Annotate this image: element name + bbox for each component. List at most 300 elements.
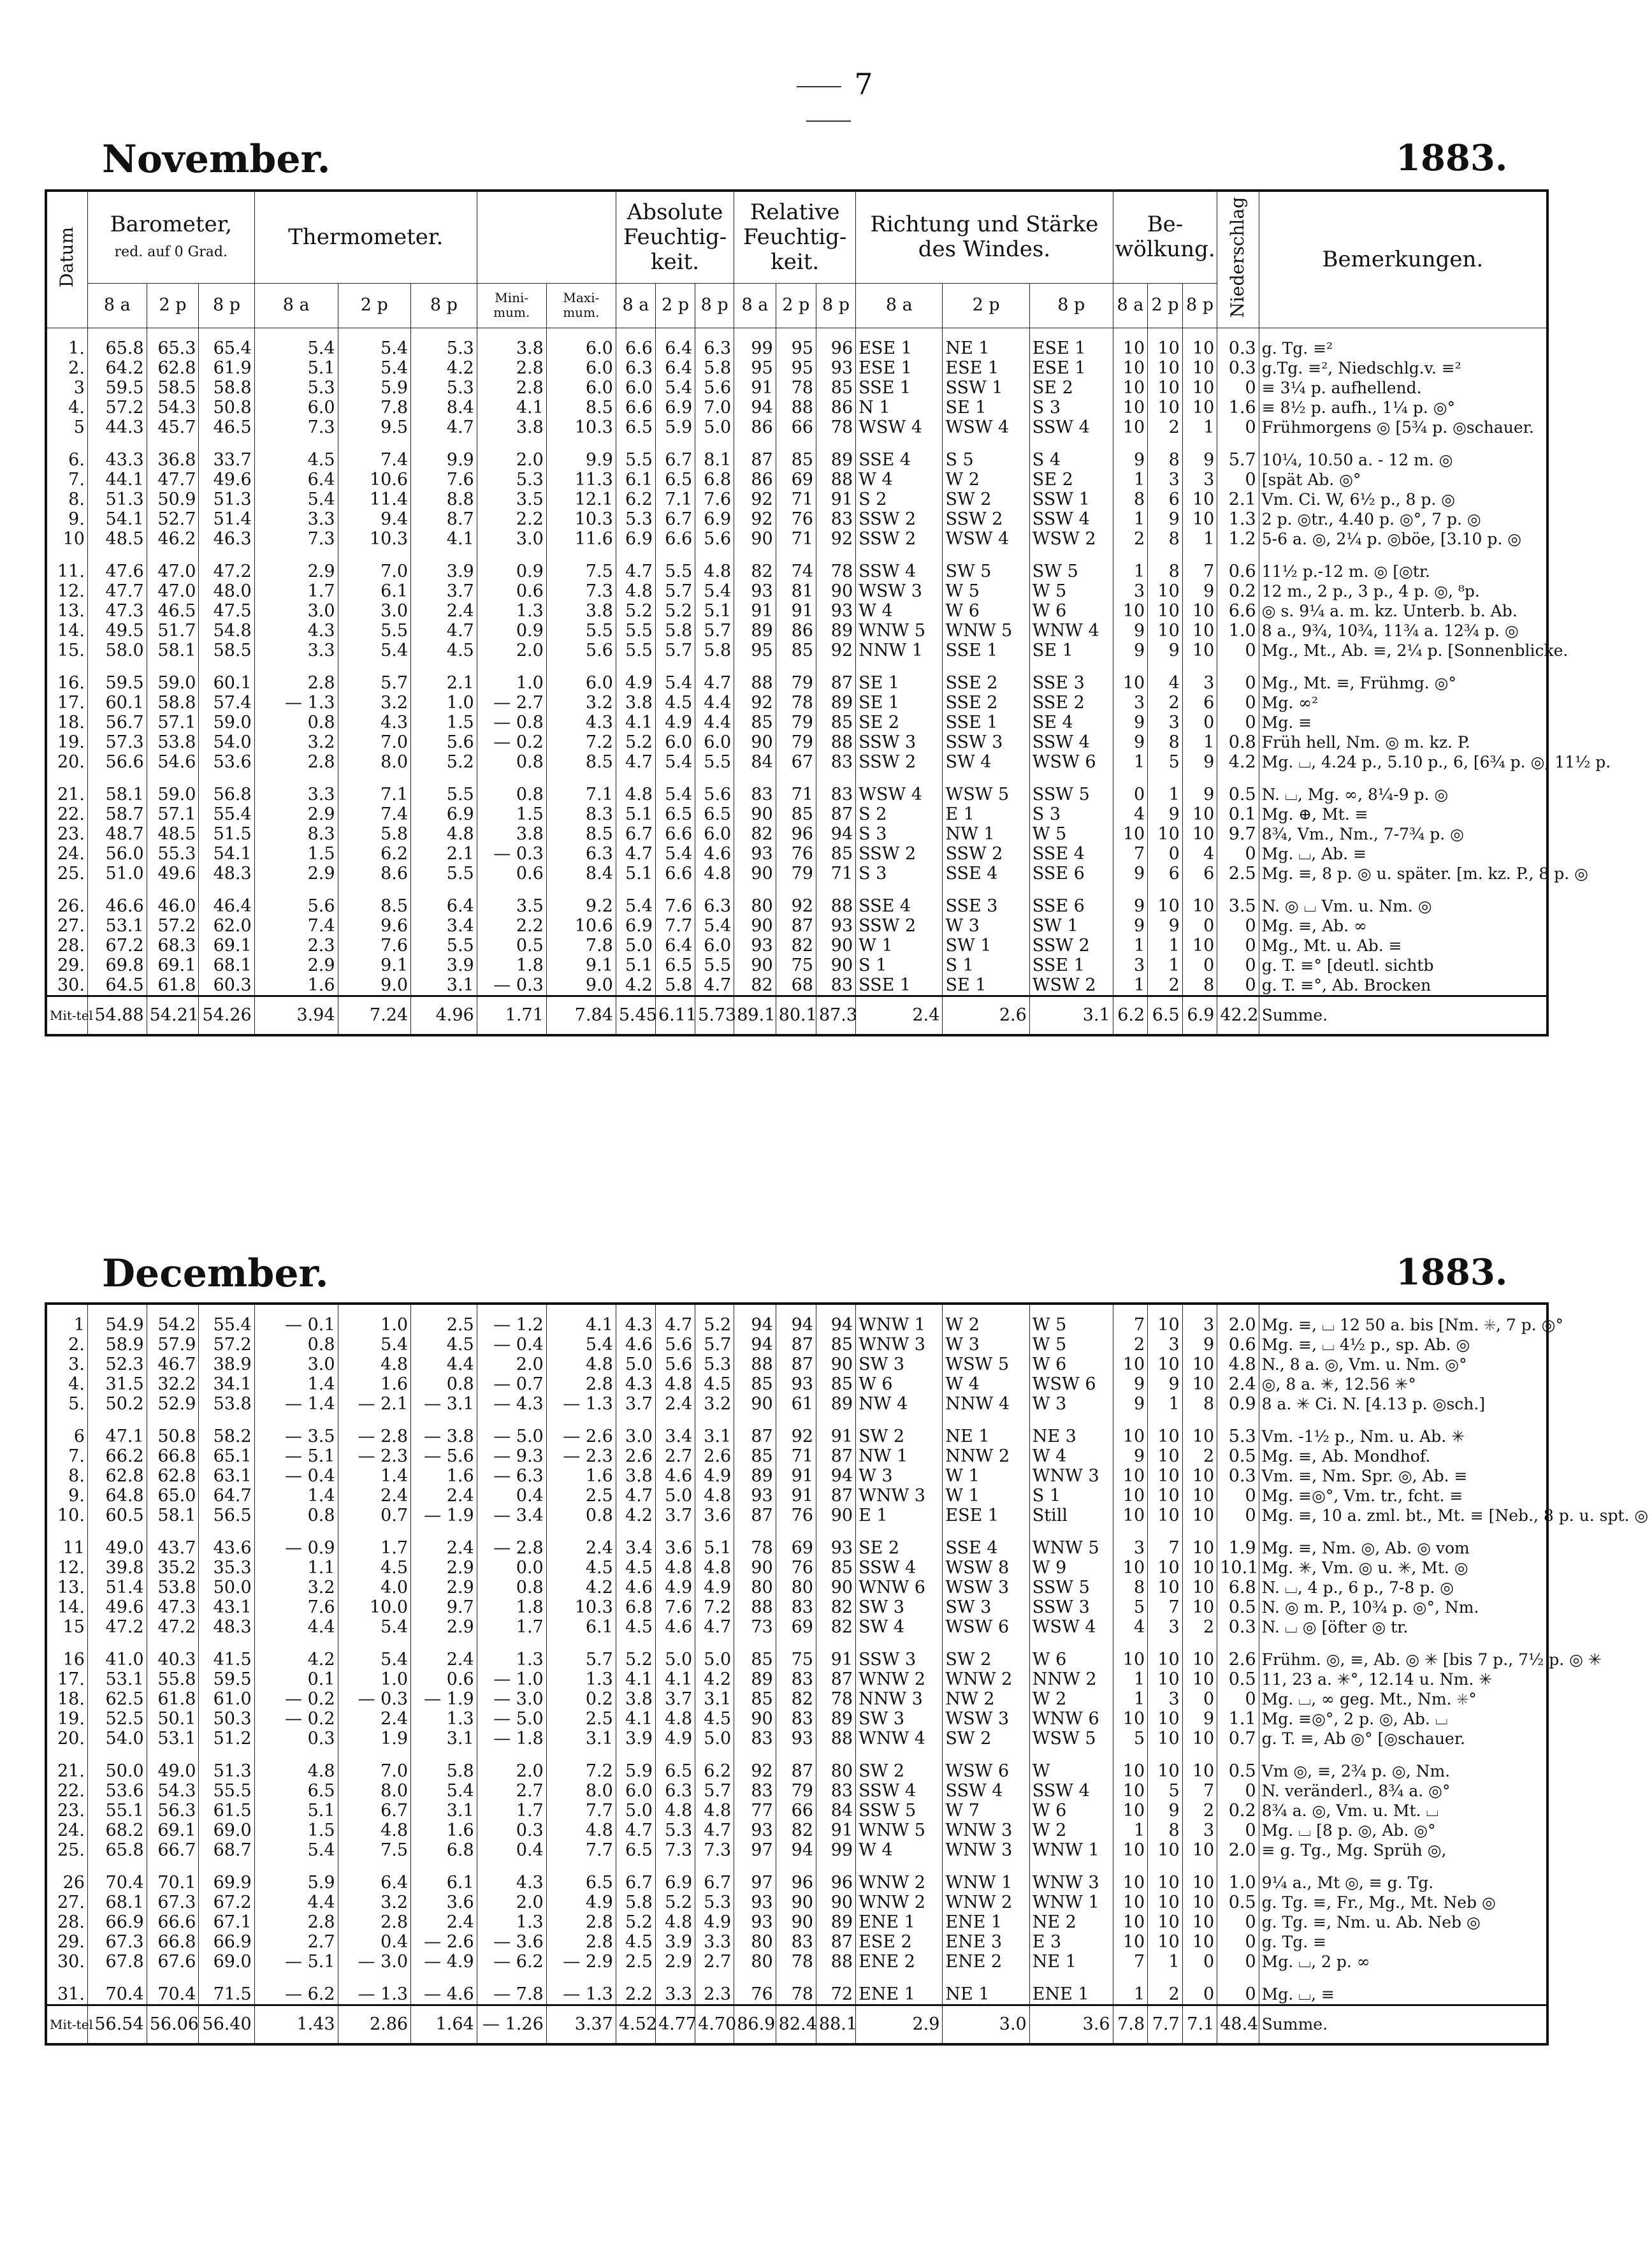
- temp-8a-cell: 0.8: [254, 1506, 338, 1525]
- baro-8p-cell: 68.1: [199, 956, 254, 975]
- remarks-cell: Mg. ⌴ [8 p. ◎, Ab. ◎°: [1259, 1821, 1547, 1840]
- abs-hum-2p-cell: 5.2: [656, 601, 695, 621]
- rel-hum-8a-cell: 73: [734, 1617, 776, 1637]
- cloud-8a-cell: 3: [1113, 956, 1148, 975]
- baro-8a-cell: 52.5: [87, 1709, 147, 1729]
- wind-8a-cell: SSE 4: [856, 896, 943, 916]
- temp-2p-cell: 6.1: [338, 581, 411, 601]
- abs-hum-8a-cell: 5.1: [616, 956, 655, 975]
- rel-hum-2p-cell: 76: [776, 509, 816, 529]
- baro-2p-cell: 40.3: [147, 1650, 199, 1669]
- spacer-cell: [147, 660, 199, 673]
- cloud-2p-cell: 9: [1148, 804, 1183, 824]
- temp-max-cell: 2.8: [546, 1374, 616, 1394]
- spacer-cell: [616, 660, 655, 673]
- spacer-cell: [816, 1972, 855, 1984]
- cloud-8p-cell: 6: [1182, 693, 1217, 713]
- spacer-cell: [655, 1414, 695, 1427]
- temp-8p-cell: 4.8: [411, 824, 477, 844]
- wind-2p-cell: W 3: [943, 916, 1029, 936]
- date-cell: 9.: [46, 1486, 87, 1506]
- remarks-cell: 10¼, 10.50 a. - 12 m. ◎: [1259, 450, 1547, 470]
- spacer-cell: [695, 1414, 734, 1427]
- rel-hum-8a-cell: 84: [734, 752, 776, 772]
- remarks-cell: Vm. -1½ p., Nm. u. Ab. ✳: [1259, 1427, 1547, 1446]
- temp-8p-cell: 2.4: [411, 1650, 477, 1669]
- temp-min-cell: — 9.3: [477, 1446, 546, 1466]
- remarks-cell: Vm. ≡, Nm. Spr. ◎, Ab. ≡: [1259, 1466, 1547, 1486]
- cloud-8p-cell: 3: [1182, 1821, 1217, 1840]
- spacer-cell: [1217, 884, 1259, 896]
- baro-2p-cell: 50.9: [147, 490, 199, 509]
- baro-8p-cell: 59.5: [199, 1669, 254, 1689]
- baro-2p-cell: 70.1: [147, 1873, 199, 1893]
- wind-8p-cell: ENE 1: [1029, 1984, 1113, 2005]
- baro-8a-cell: 31.5: [87, 1374, 147, 1394]
- remarks-cell: Mg., Mt. u. Ab. ≡: [1259, 936, 1547, 956]
- cloud-2p-cell: 5: [1148, 1781, 1183, 1801]
- table-row: [46, 1466, 1547, 1486]
- abs-hum-8p-cell: 5.3: [695, 1893, 734, 1912]
- rel-hum-2p-cell: 90: [776, 1893, 816, 1912]
- abs-hum-2p-cell: 6.11: [656, 996, 695, 1035]
- abs-hum-8a-cell: 5.9: [616, 1761, 655, 1781]
- table-row: [46, 1486, 1547, 1506]
- temp-8p-cell: 6.4: [411, 896, 477, 916]
- abs-hum-8p-cell: 6.0: [695, 824, 734, 844]
- wind-2p-cell: WSW 4: [943, 529, 1029, 549]
- date-cell: 17.: [46, 1669, 87, 1689]
- precipitation-cell: 0: [1217, 1689, 1259, 1709]
- abs-hum-2p-cell: 6.9: [655, 1873, 695, 1893]
- cloud-8a-cell: 10: [1113, 1761, 1148, 1781]
- abs-hum-2p-cell: 4.5: [656, 693, 695, 713]
- rel-hum-2p-cell: 90: [776, 1912, 816, 1932]
- date-cell: 20.: [46, 1729, 87, 1749]
- rel-hum-2p-cell: 79: [776, 713, 816, 732]
- temp-2p-cell: 8.5: [338, 896, 411, 916]
- col-8p: 8 p: [695, 283, 734, 328]
- baro-8a-cell: 54.9: [87, 1304, 147, 1335]
- remarks-cell: Summe.: [1259, 2005, 1547, 2045]
- rel-hum-8a-cell: 80: [734, 1932, 776, 1952]
- table-row: [46, 398, 1547, 418]
- baro-8p-cell: 47.5: [199, 601, 254, 621]
- rel-hum-8a-cell: 97: [734, 1873, 776, 1893]
- spacer-cell: [254, 660, 338, 673]
- wind-2p-cell: NW 1: [943, 824, 1029, 844]
- remarks-cell: Mg. ⌴, Ab. ≡: [1259, 844, 1547, 864]
- baro-8a-cell: 62.8: [87, 1466, 147, 1486]
- wind-8a-cell: SSE 1: [856, 378, 943, 398]
- wind-8a-cell: SE 2: [856, 713, 943, 732]
- spacer-cell: [1259, 437, 1547, 450]
- wind-8a-cell: WSW 4: [856, 785, 943, 804]
- date-cell: 10.: [46, 1506, 87, 1525]
- rel-hum-8a-cell: 91: [734, 601, 776, 621]
- abs-hum-2p-cell: 2.4: [655, 1394, 695, 1414]
- table-row: [46, 1597, 1547, 1617]
- spacer-cell: [856, 437, 943, 450]
- temp-8a-cell: 5.1: [254, 1801, 338, 1821]
- spacer-cell: [1113, 1414, 1148, 1427]
- abs-hum-8p-cell: 5.6: [695, 529, 734, 549]
- wind-8p-cell: W 6: [1029, 1355, 1113, 1374]
- abs-hum-8p-cell: 6.5: [695, 804, 734, 824]
- cloud-8p-cell: 10: [1182, 621, 1217, 641]
- precipitation-cell: 9.7: [1217, 824, 1259, 844]
- temp-8a-cell: 1.1: [254, 1558, 338, 1578]
- baro-8a-cell: 57.3: [87, 732, 147, 752]
- abs-hum-8p-cell: 5.8: [695, 358, 734, 378]
- wind-8a-cell: WSW 4: [856, 418, 943, 437]
- temp-max-cell: 7.7: [546, 1801, 616, 1821]
- baro-8p-cell: 69.0: [199, 1821, 254, 1840]
- temp-2p-cell: 6.7: [338, 1801, 411, 1821]
- rel-hum-2p-cell: 95: [776, 358, 816, 378]
- cloud-2p-cell: 6: [1148, 490, 1183, 509]
- temp-min-cell: — 1.2: [477, 1304, 546, 1335]
- wind-8a-cell: SW 4: [856, 1617, 943, 1637]
- thermometer-header: Thermometer.: [254, 191, 477, 283]
- cloud-2p-cell: 10: [1148, 1873, 1183, 1893]
- spacer-cell: [199, 772, 254, 785]
- date-cell: 5: [46, 418, 87, 437]
- rel-hum-2p-cell: 85: [776, 450, 816, 470]
- abs-hum-8a-cell: 5.2: [616, 1650, 655, 1669]
- spacer-cell: [1217, 1860, 1259, 1873]
- wind-8p-cell: W 5: [1029, 1335, 1113, 1355]
- baro-8p-cell: 57.2: [199, 1335, 254, 1355]
- rel-hum-2p-cell: 67: [776, 752, 816, 772]
- spacer-cell: [87, 437, 147, 450]
- rel-hum-8a-cell: 85: [734, 1446, 776, 1466]
- cloud-8a-cell: 5: [1113, 1597, 1148, 1617]
- wind-8a-cell: SE 2: [856, 1538, 943, 1558]
- rel-hum-2p-cell: 71: [776, 1446, 816, 1466]
- temp-8a-cell: 2.8: [254, 673, 338, 693]
- temp-min-cell: 0.4: [477, 1840, 546, 1860]
- wind-8p-cell: S 3: [1029, 398, 1113, 418]
- precipitation-cell: 0.5: [1217, 1761, 1259, 1781]
- spacer-cell: [199, 1972, 254, 1984]
- table-row: [46, 844, 1547, 864]
- abs-hum-8a-cell: 4.2: [616, 975, 655, 996]
- rel-hum-8a-cell: 90: [734, 956, 776, 975]
- date-cell: 6.: [46, 450, 87, 470]
- temp-max-cell: 8.5: [546, 824, 616, 844]
- wind-8a-cell: SSW 2: [856, 916, 943, 936]
- date-cell: 3.: [46, 1355, 87, 1374]
- precipitation-cell: 0: [1217, 418, 1259, 437]
- temp-8a-cell: 3.2: [254, 1578, 338, 1597]
- baro-8p-cell: 63.1: [199, 1466, 254, 1486]
- temp-max-cell: 0.8: [546, 1506, 616, 1525]
- temp-max-cell: 9.9: [546, 450, 616, 470]
- baro-8p-cell: 54.1: [199, 844, 254, 864]
- rel-hum-8p-cell: 86: [816, 398, 855, 418]
- spacer-cell: [477, 1972, 546, 1984]
- temp-8a-cell: — 0.1: [254, 1304, 338, 1335]
- abs-hum-2p-cell: 7.1: [656, 490, 695, 509]
- temp-8p-cell: 1.64: [411, 2005, 477, 2045]
- wind-8a-cell: WNW 5: [856, 1821, 943, 1840]
- temp-max-cell: 4.3: [546, 713, 616, 732]
- wind-8a-cell: SE 1: [856, 693, 943, 713]
- spacer-cell: [546, 1525, 616, 1538]
- rel-hum-8p-cell: 93: [816, 916, 855, 936]
- table-row: [46, 1709, 1547, 1729]
- spacer-cell: [411, 772, 477, 785]
- cloud-8a-cell: 7.8: [1113, 2005, 1148, 2045]
- baro-2p-cell: 49.0: [147, 1761, 199, 1781]
- spacer-cell: [254, 1749, 338, 1761]
- abs-hum-8p-cell: 5.1: [695, 601, 734, 621]
- spacer-cell: [477, 549, 546, 562]
- temp-min-cell: 2.0: [477, 450, 546, 470]
- spacer-cell: [1182, 1525, 1217, 1538]
- temp-8a-cell: 3.0: [254, 601, 338, 621]
- baro-2p-cell: 69.1: [147, 1821, 199, 1840]
- abs-hum-2p-cell: 4.8: [655, 1374, 695, 1394]
- cloud-2p-cell: 10: [1148, 1355, 1183, 1374]
- temp-max-cell: 4.8: [546, 1355, 616, 1374]
- abs-hum-2p-cell: 6.0: [656, 732, 695, 752]
- spacer-cell: [1259, 549, 1547, 562]
- rel-hum-2p-cell: 78: [776, 1984, 816, 2005]
- wind-8a-cell: W 4: [856, 470, 943, 490]
- wind-8a-cell: SSW 2: [856, 509, 943, 529]
- cloud-2p-cell: 7: [1148, 1597, 1183, 1617]
- cloud-2p-cell: 10: [1148, 1669, 1183, 1689]
- cloud-2p-cell: 10: [1148, 1912, 1183, 1932]
- cloud-2p-cell: 10: [1148, 621, 1183, 641]
- remarks-cell: 8 a., 9¾, 10¾, 11¾ a. 12¾ p. ◎: [1259, 621, 1547, 641]
- temp-8a-cell: 1.5: [254, 1821, 338, 1840]
- cloud-8p-cell: 0: [1182, 916, 1217, 936]
- wind-2p-cell: S 5: [943, 450, 1029, 470]
- temp-max-cell: 2.5: [546, 1709, 616, 1729]
- minimum-header: Mini-mum.: [477, 283, 546, 328]
- temp-min-cell: 1.5: [477, 804, 546, 824]
- abs-hum-2p-cell: 5.3: [655, 1821, 695, 1840]
- date-cell: 13.: [46, 601, 87, 621]
- spacer-row: [46, 1749, 1547, 1761]
- temp-2p-cell: 5.8: [338, 824, 411, 844]
- baro-8a-cell: 64.5: [87, 975, 147, 996]
- temp-8p-cell: — 3.1: [411, 1394, 477, 1414]
- temp-8p-cell: 6.1: [411, 1873, 477, 1893]
- table-row: [46, 785, 1547, 804]
- cloud-2p-cell: 10: [1148, 1840, 1183, 1860]
- precipitation-cell: 0: [1217, 470, 1259, 490]
- spacer-cell: [546, 549, 616, 562]
- temp-8a-cell: 0.3: [254, 1729, 338, 1749]
- abs-hum-8p-cell: 5.7: [695, 1781, 734, 1801]
- temp-8p-cell: 0.8: [411, 1374, 477, 1394]
- abs-hum-8p-cell: 4.6: [695, 844, 734, 864]
- abs-hum-8p-cell: 5.0: [695, 1650, 734, 1669]
- spacer-cell: [816, 1525, 855, 1538]
- rel-hum-8a-cell: 93: [734, 1821, 776, 1840]
- date-cell: 11.: [46, 562, 87, 581]
- wind-2p-cell: SW 2: [943, 490, 1029, 509]
- wind-8a-cell: SSW 4: [856, 1558, 943, 1578]
- spacer-cell: [1113, 549, 1148, 562]
- cloud-2p-cell: 10: [1148, 358, 1183, 378]
- rel-hum-8a-cell: 87: [734, 1506, 776, 1525]
- abs-hum-8a-cell: 3.7: [616, 1394, 655, 1414]
- remarks-cell: Mg. ≡, ⌴ 4½ p., sp. Ab. ◎: [1259, 1335, 1547, 1355]
- table-row: [46, 450, 1547, 470]
- baro-2p-cell: 52.7: [147, 509, 199, 529]
- cloud-2p-cell: 10: [1148, 398, 1183, 418]
- cloud-2p-cell: 8: [1148, 450, 1183, 470]
- wind-2p-cell: W 4: [943, 1374, 1029, 1394]
- rel-hum-8a-cell: 86: [734, 470, 776, 490]
- col-8p: 8 p: [199, 283, 254, 328]
- temp-max-cell: 10.3: [546, 1597, 616, 1617]
- abs-hum-8a-cell: 6.8: [616, 1597, 655, 1617]
- col-8p: 8 p: [1182, 283, 1217, 328]
- wind-2p-cell: WSW 3: [943, 1709, 1029, 1729]
- page-number: 7: [752, 67, 905, 136]
- baro-2p-cell: 57.1: [147, 804, 199, 824]
- spacer-cell: [655, 1525, 695, 1538]
- abs-hum-8a-cell: 6.6: [616, 398, 655, 418]
- abs-hum-8a-cell: 5.2: [616, 601, 655, 621]
- baro-8a-cell: 65.8: [87, 1840, 147, 1860]
- precipitation-cell: 2.1: [1217, 490, 1259, 509]
- baro-8a-cell: 53.6: [87, 1781, 147, 1801]
- temp-min-cell: 4.1: [477, 398, 546, 418]
- abs-hum-2p-cell: 5.4: [656, 844, 695, 864]
- remarks-cell: ◎ s. 9¼ a. m. kz. Unterb. b. Ab.: [1259, 601, 1547, 621]
- cloud-8p-cell: 10: [1182, 1427, 1217, 1446]
- wind-2p-cell: SSW 1: [943, 378, 1029, 398]
- cloud-8a-cell: 9: [1113, 864, 1148, 884]
- rel-hum-2p-cell: 71: [776, 529, 816, 549]
- cloud-8a-cell: 8: [1113, 1578, 1148, 1597]
- abs-hum-2p-cell: 4.9: [656, 713, 695, 732]
- baro-8a-cell: 53.1: [87, 916, 147, 936]
- abs-hum-8p-cell: 4.4: [695, 713, 734, 732]
- wind-8p-cell: W 3: [1029, 1394, 1113, 1414]
- wind-8a-cell: W 3: [856, 1466, 943, 1486]
- remarks-cell: 11½ p.-12 m. ◎ [◎tr.: [1259, 562, 1547, 581]
- temp-max-cell: 7.5: [546, 562, 616, 581]
- abs-hum-8a-cell: 4.8: [616, 581, 655, 601]
- baro-8p-cell: 57.4: [199, 693, 254, 713]
- abs-hum-2p-cell: 6.5: [655, 1761, 695, 1781]
- date-cell: 31.: [46, 1984, 87, 2005]
- abs-hum-2p-cell: 6.5: [656, 956, 695, 975]
- rel-hum-2p-cell: 78: [776, 378, 816, 398]
- cloud-8p-cell: 9: [1182, 581, 1217, 601]
- rel-hum-8p-cell: 85: [816, 1374, 855, 1394]
- baro-8p-cell: 46.4: [199, 896, 254, 916]
- spacer-cell: [1113, 1637, 1148, 1650]
- temp-8a-cell: 3.2: [254, 732, 338, 752]
- baro-8p-cell: 71.5: [199, 1984, 254, 2005]
- rel-hum-2p-cell: 92: [776, 896, 816, 916]
- rel-hum-2p-cell: 69: [776, 1538, 816, 1558]
- precipitation-cell: 0.5: [1217, 1597, 1259, 1617]
- baro-8p-cell: 48.0: [199, 581, 254, 601]
- temp-8p-cell: 2.4: [411, 601, 477, 621]
- spacer-cell: [411, 1414, 477, 1427]
- rel-hum-8a-cell: 93: [734, 936, 776, 956]
- table-row: [46, 581, 1547, 601]
- temp-max-cell: 6.1: [546, 1617, 616, 1637]
- temp-min-cell: 2.8: [477, 378, 546, 398]
- baro-2p-cell: 67.6: [147, 1952, 199, 1972]
- col-8a: 8 a: [1113, 283, 1148, 328]
- spacer-cell: [943, 772, 1029, 785]
- spacer-cell: [695, 1525, 734, 1538]
- remarks-cell: Vm. Ci. W, 6½ p., 8 p. ◎: [1259, 490, 1547, 509]
- spacer-cell: [1029, 1637, 1113, 1650]
- remarks-cell: g. Tg. ≡²: [1259, 328, 1547, 358]
- spacer-cell: [616, 1637, 655, 1650]
- date-cell: 4.: [46, 398, 87, 418]
- baro-8p-cell: 56.8: [199, 785, 254, 804]
- spacer-cell: [734, 437, 776, 450]
- remarks-cell: N. ◎ m. P., 10¾ p. ◎°, Nm.: [1259, 1597, 1547, 1617]
- col-2p: 2 p: [147, 283, 199, 328]
- spacer-cell: [1182, 1414, 1217, 1427]
- temp-min-cell: — 2.7: [477, 693, 546, 713]
- baro-8a-cell: 48.7: [87, 824, 147, 844]
- abs-hum-8p-cell: 5.4: [695, 581, 734, 601]
- abs-hum-8p-cell: 4.8: [695, 562, 734, 581]
- temp-min-cell: 2.8: [477, 358, 546, 378]
- temp-2p-cell: 5.4: [338, 641, 411, 660]
- rel-hum-2p-cell: 93: [776, 1729, 816, 1749]
- cloud-8p-cell: 8: [1182, 1394, 1217, 1414]
- rel-hum-8p-cell: 87: [816, 1932, 855, 1952]
- rel-hum-8a-cell: 93: [734, 1486, 776, 1506]
- cloud-8p-cell: 10: [1182, 509, 1217, 529]
- rel-hum-8p-cell: 89: [816, 450, 855, 470]
- cloud-8p-cell: 10: [1182, 1873, 1217, 1893]
- spacer-cell: [616, 549, 655, 562]
- rel-hum-2p-cell: 68: [776, 975, 816, 996]
- wind-2p-cell: WSW 5: [943, 785, 1029, 804]
- spacer-cell: [87, 549, 147, 562]
- precipitation-cell: 0: [1217, 956, 1259, 975]
- rel-hum-2p-cell: 82.4: [776, 2005, 816, 2045]
- baro-8p-cell: 48.3: [199, 1617, 254, 1637]
- baro-8a-cell: 43.3: [87, 450, 147, 470]
- table-row: [46, 490, 1547, 509]
- spacer-cell: [411, 1637, 477, 1650]
- rel-hum-2p-cell: 82: [776, 936, 816, 956]
- temp-8a-cell: 1.4: [254, 1374, 338, 1394]
- spacer-cell: [546, 437, 616, 450]
- temp-2p-cell: 2.4: [338, 1486, 411, 1506]
- spacer-cell: [46, 549, 87, 562]
- wind-8p-cell: WNW 6: [1029, 1709, 1113, 1729]
- spacer-cell: [1148, 1637, 1183, 1650]
- wind-8p-cell: ESE 1: [1029, 328, 1113, 358]
- remarks-cell: Mg. ≡, 10 a. zml. bt., Mt. ≡ [Neb., 8 p. u. spt. ◎: [1259, 1506, 1547, 1525]
- baro-8p-cell: 46.5: [199, 418, 254, 437]
- wind-8p-cell: WSW 6: [1029, 752, 1113, 772]
- temp-min-cell: 0.5: [477, 936, 546, 956]
- cloud-2p-cell: 10: [1148, 378, 1183, 398]
- spacer-cell: [943, 549, 1029, 562]
